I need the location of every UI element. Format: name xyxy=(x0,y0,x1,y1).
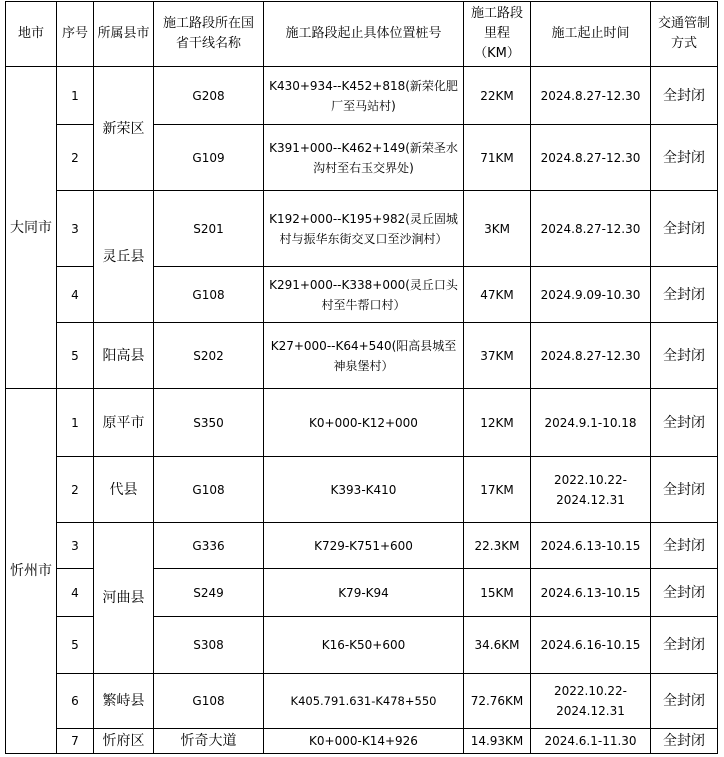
location-cell: K291+000--K338+000(灵丘口头村至牛帮口村） xyxy=(264,267,464,323)
traffic-cell: 全封闭 xyxy=(651,323,718,389)
county-cell: 繁峙县 xyxy=(94,674,154,729)
route-cell: S201 xyxy=(154,191,264,267)
route-cell: S308 xyxy=(154,617,264,674)
traffic-cell: 全封闭 xyxy=(651,457,718,523)
location-cell: K0+000-K12+000 xyxy=(264,389,464,457)
mileage-cell: 3KM xyxy=(464,191,531,267)
period-cell: 2024.6.1-11.30 xyxy=(531,729,651,754)
route-cell: S202 xyxy=(154,323,264,389)
period-cell: 2024.8.27-12.30 xyxy=(531,323,651,389)
mileage-cell: 15KM xyxy=(464,569,531,617)
header-route: 施工路段所在国省干线名称 xyxy=(154,2,264,67)
route-cell: G336 xyxy=(154,523,264,569)
construction-table xyxy=(5,1,718,754)
seq-cell: 1 xyxy=(57,67,94,125)
seq-cell: 4 xyxy=(57,267,94,323)
traffic-cell: 全封闭 xyxy=(651,125,718,191)
location-cell: K16-K50+600 xyxy=(264,617,464,674)
period-cell: 2024.6.13-10.15 xyxy=(531,569,651,617)
period-cell: 2024.8.27-12.30 xyxy=(531,191,651,267)
traffic-cell: 全封闭 xyxy=(651,617,718,674)
mileage-cell: 47KM xyxy=(464,267,531,323)
traffic-cell: 全封闭 xyxy=(651,674,718,729)
table-row xyxy=(6,191,718,267)
seq-cell: 3 xyxy=(57,523,94,569)
county-cell: 阳高县 xyxy=(94,323,154,389)
mileage-cell: 34.6KM xyxy=(464,617,531,674)
seq-cell: 2 xyxy=(57,457,94,523)
header-row xyxy=(6,2,718,67)
mileage-cell: 37KM xyxy=(464,323,531,389)
mileage-cell: 22KM xyxy=(464,67,531,125)
period-cell: 2022.10.22-2024.12.31 xyxy=(531,457,651,523)
table-row xyxy=(6,67,718,125)
traffic-cell: 全封闭 xyxy=(651,523,718,569)
period-cell: 2024.8.27-12.30 xyxy=(531,67,651,125)
seq-cell: 2 xyxy=(57,125,94,191)
header-seq: 序号 xyxy=(57,2,94,67)
traffic-cell: 全封闭 xyxy=(651,267,718,323)
table-row xyxy=(6,323,718,389)
header-traffic: 交通管制方式 xyxy=(651,2,718,67)
route-cell: G109 xyxy=(154,125,264,191)
location-cell: K391+000--K462+149(新荣圣水沟村至右玉交界处) xyxy=(264,125,464,191)
table-row xyxy=(6,457,718,523)
table-row xyxy=(6,674,718,729)
county-cell: 新荣区 xyxy=(94,67,154,191)
traffic-cell: 全封闭 xyxy=(651,191,718,267)
route-cell: G108 xyxy=(154,674,264,729)
period-cell: 2024.8.27-12.30 xyxy=(531,125,651,191)
period-cell: 2024.6.13-10.15 xyxy=(531,523,651,569)
route-cell: S249 xyxy=(154,569,264,617)
table-row xyxy=(6,523,718,569)
traffic-cell: 全封闭 xyxy=(651,67,718,125)
mileage-cell: 17KM xyxy=(464,457,531,523)
location-cell: K430+934--K452+818(新荣化肥厂至马站村) xyxy=(264,67,464,125)
period-cell: 2024.6.16-10.15 xyxy=(531,617,651,674)
header-period: 施工起止时间 xyxy=(531,2,651,67)
seq-cell: 3 xyxy=(57,191,94,267)
table-row xyxy=(6,389,718,457)
period-cell: 2022.10.22-2024.12.31 xyxy=(531,674,651,729)
mileage-cell: 14.93KM xyxy=(464,729,531,754)
county-cell: 原平市 xyxy=(94,389,154,457)
location-cell: K405.791.631-K478+550 xyxy=(264,674,464,729)
city-cell: 大同市 xyxy=(6,67,57,389)
mileage-cell: 12KM xyxy=(464,389,531,457)
route-cell: G108 xyxy=(154,267,264,323)
seq-cell: 7 xyxy=(57,729,94,754)
seq-cell: 5 xyxy=(57,323,94,389)
period-cell: 2024.9.1-10.18 xyxy=(531,389,651,457)
location-cell: K27+000--K64+540(阳高县城至神泉堡村） xyxy=(264,323,464,389)
location-cell: K192+000--K195+982(灵丘固城村与振华东街交叉口至沙涧村） xyxy=(264,191,464,267)
location-cell: K79-K94 xyxy=(264,569,464,617)
location-cell: K0+000-K14+926 xyxy=(264,729,464,754)
header-city: 地市 xyxy=(6,2,57,67)
traffic-cell: 全封闭 xyxy=(651,389,718,457)
county-cell: 代县 xyxy=(94,457,154,523)
seq-cell: 5 xyxy=(57,617,94,674)
traffic-cell: 全封闭 xyxy=(651,569,718,617)
location-cell: K393-K410 xyxy=(264,457,464,523)
header-county: 所属县市 xyxy=(94,2,154,67)
location-cell: K729-K751+600 xyxy=(264,523,464,569)
seq-cell: 6 xyxy=(57,674,94,729)
route-cell: G208 xyxy=(154,67,264,125)
period-cell: 2024.9.09-10.30 xyxy=(531,267,651,323)
seq-cell: 4 xyxy=(57,569,94,617)
mileage-cell: 72.76KM xyxy=(464,674,531,729)
route-cell: G108 xyxy=(154,457,264,523)
header-location: 施工路段起止具体位置桩号 xyxy=(264,2,464,67)
county-cell: 河曲县 xyxy=(94,523,154,674)
mileage-cell: 22.3KM xyxy=(464,523,531,569)
route-cell: 忻奇大道 xyxy=(154,729,264,754)
route-cell: S350 xyxy=(154,389,264,457)
table-row xyxy=(6,729,718,754)
traffic-cell: 全封闭 xyxy=(651,729,718,754)
county-cell: 忻府区 xyxy=(94,729,154,754)
city-cell: 忻州市 xyxy=(6,389,57,754)
header-mileage: 施工路段里程（KM） xyxy=(464,2,531,67)
seq-cell: 1 xyxy=(57,389,94,457)
county-cell: 灵丘县 xyxy=(94,191,154,323)
mileage-cell: 71KM xyxy=(464,125,531,191)
